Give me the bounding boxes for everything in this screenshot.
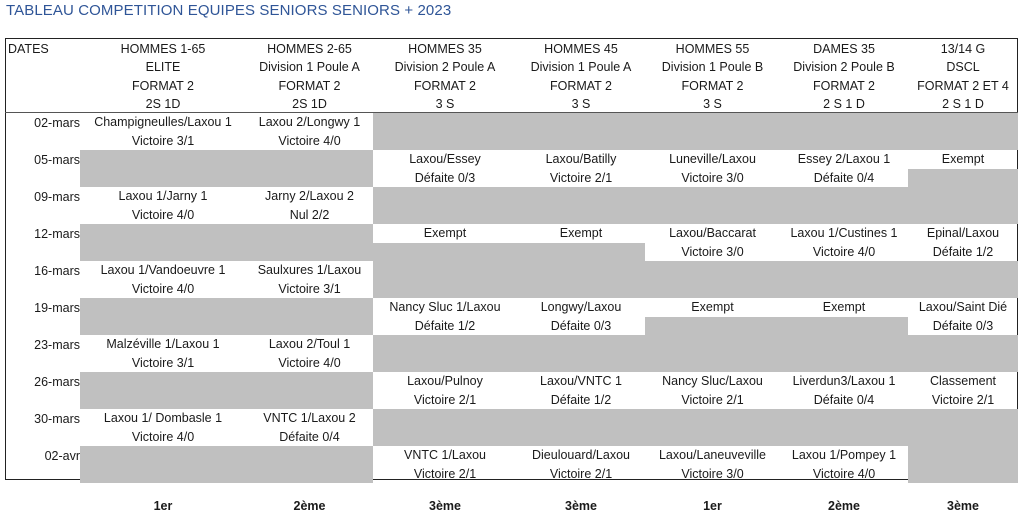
- column-header-line: 3 S: [571, 96, 591, 111]
- match-teams: Laxou/Laneuveville: [658, 448, 767, 462]
- match-cell: [780, 372, 908, 409]
- match-result: Victoire 2/1: [413, 466, 477, 481]
- match-teams: VNTC 1/Laxou: [404, 448, 486, 462]
- column-header: [80, 40, 246, 112]
- column-header-line: ELITE: [145, 60, 181, 75]
- match-result: Victoire 4/0: [278, 355, 341, 370]
- empty-cell: [908, 187, 1018, 224]
- empty-cell: [80, 224, 246, 261]
- match-result: Victoire 4/0: [812, 466, 876, 481]
- column-header-line: FORMAT 2: [278, 78, 341, 93]
- column-header-line: Division 1 Poule A: [259, 60, 360, 75]
- match-teams: Longwy/Laxou: [540, 300, 622, 314]
- match-cell: [80, 113, 246, 150]
- column-header-line: DSCL: [946, 60, 980, 75]
- ranking-label: 3ème: [947, 499, 979, 513]
- column-header-line: HOMMES 2-65: [267, 42, 352, 56]
- match-result: Défaite 1/2: [932, 244, 994, 259]
- dates-header-label: DATES: [8, 42, 49, 56]
- match-result: Victoire 3/1: [278, 281, 341, 296]
- match-cell: [517, 372, 645, 409]
- column-header-line: DAMES 35: [813, 42, 875, 56]
- empty-cell: [517, 335, 645, 372]
- match-cell: [780, 446, 908, 483]
- match-teams: Laxou 1/Custines 1: [790, 226, 898, 240]
- ranking-label: 3ème: [429, 499, 461, 513]
- empty-cell: [780, 187, 908, 224]
- match-result: Défaite 0/3: [550, 318, 612, 333]
- match-cell: [80, 261, 246, 298]
- column-header-line: HOMMES 1-65: [120, 42, 206, 56]
- column-header: [373, 40, 517, 112]
- row-date: 16-mars: [34, 264, 80, 278]
- empty-cell: [645, 335, 780, 372]
- match-result: Victoire 2/1: [931, 392, 995, 407]
- match-teams: Laxou/Batilly: [545, 152, 617, 166]
- empty-cell: [908, 446, 1018, 483]
- match-result: Défaite 0/4: [813, 170, 875, 185]
- match-teams: Dieulouard/Laxou: [532, 448, 630, 462]
- match-teams: Laxou 1/ Dombasle 1: [103, 411, 223, 425]
- empty-cell: [80, 446, 246, 483]
- column-header-line: Division 2 Poule A: [394, 60, 496, 75]
- column-header-line: 2S 1D: [292, 96, 327, 111]
- column-header-line: 2 S 1 D: [942, 96, 984, 111]
- empty-cell: [517, 409, 645, 446]
- match-cell: [246, 187, 373, 224]
- ranking-label: 3ème: [565, 499, 597, 513]
- column-header-line: Division 1 Poule B: [661, 60, 764, 75]
- match-teams: Laxou 1/Vandoeuvre 1: [100, 263, 226, 277]
- match-teams: Laxou 1/Pompey 1: [791, 448, 897, 462]
- column-header-line: HOMMES 45: [544, 42, 618, 56]
- match-teams: Laxou/VNTC 1: [540, 374, 622, 388]
- column-header: [517, 40, 645, 112]
- empty-cell: [517, 113, 645, 150]
- match-cell: [373, 298, 517, 335]
- column-header-line: 3 S: [435, 96, 455, 111]
- empty-cell: [80, 150, 246, 187]
- match-teams: Laxou 2/Toul 1: [268, 337, 351, 351]
- row-date: 26-mars: [34, 375, 80, 389]
- match-result: Défaite 0/3: [932, 318, 994, 333]
- empty-cell: [908, 335, 1018, 372]
- match-teams: Laxou/Saint Dié: [918, 300, 1008, 314]
- match-teams: Nancy Sluc 1/Laxou: [389, 300, 501, 314]
- column-header-line: 3 S: [703, 96, 722, 111]
- column-header-line: FORMAT 2: [549, 78, 613, 93]
- match-result: Victoire 2/1: [549, 466, 613, 481]
- empty-cell: [246, 446, 373, 483]
- match-cell: [246, 409, 373, 446]
- empty-cell: [373, 335, 517, 372]
- ranking-label: 1er: [703, 499, 722, 513]
- column-header: [246, 40, 373, 112]
- match-result: Victoire 3/0: [681, 170, 744, 185]
- match-result: Défaite 1/2: [414, 318, 476, 333]
- match-cell: [780, 150, 908, 187]
- match-cell: [780, 224, 908, 261]
- column-header: [780, 40, 908, 112]
- empty-cell: [908, 261, 1018, 298]
- page-title: TABLEAU COMPETITION EQUIPES SENIORS SENIORS + 2023: [6, 2, 452, 19]
- match-cell: [373, 446, 517, 483]
- empty-cell: [517, 187, 645, 224]
- match-cell: [645, 372, 780, 409]
- empty-cell: [645, 187, 780, 224]
- match-cell: [80, 187, 246, 224]
- match-result: Victoire 3/0: [681, 466, 744, 481]
- match-cell: [517, 446, 645, 483]
- row-date: 02-avr: [44, 449, 80, 463]
- match-teams: Saulxures 1/Laxou: [257, 263, 362, 277]
- match-result: Victoire 4/0: [131, 281, 195, 296]
- column-header-line: Division 2 Poule B: [793, 60, 895, 75]
- match-cell: [908, 150, 1018, 187]
- match-result: Victoire 4/0: [131, 429, 195, 444]
- ranking-label: 2ème: [828, 499, 860, 513]
- match-result: Nul 2/2: [289, 207, 330, 222]
- empty-cell: [246, 298, 373, 335]
- match-result: Victoire 4/0: [131, 207, 195, 222]
- match-result: Défaite 0/4: [813, 392, 875, 407]
- empty-cell: [246, 372, 373, 409]
- match-result: Défaite 1/2: [550, 392, 612, 407]
- match-teams: Exempt: [691, 300, 734, 314]
- match-teams: Champigneulles/Laxou 1: [94, 115, 232, 129]
- ranking-label: 2ème: [293, 499, 326, 513]
- column-header-line: 13/14 G: [940, 42, 986, 56]
- column-header-line: FORMAT 2: [131, 78, 195, 93]
- match-teams: Classement: [930, 374, 996, 388]
- row-date: 05-mars: [34, 153, 80, 167]
- dates-header: [8, 40, 76, 112]
- column-header-line: FORMAT 2: [681, 78, 744, 93]
- match-cell: [908, 224, 1018, 261]
- column-header-line: FORMAT 2 ET 4: [917, 78, 1009, 93]
- empty-cell: [908, 409, 1018, 446]
- match-cell: [246, 335, 373, 372]
- match-teams: VNTC 1/Laxou 2: [263, 411, 356, 425]
- column-header-line: HOMMES 35: [408, 42, 482, 56]
- match-cell: [373, 224, 517, 261]
- empty-cell: [80, 298, 246, 335]
- empty-cell: [373, 187, 517, 224]
- empty-cell: [645, 261, 780, 298]
- column-header-line: FORMAT 2: [812, 78, 876, 93]
- empty-cell: [780, 335, 908, 372]
- match-cell: [645, 298, 780, 335]
- match-teams: Malzéville 1/Laxou 1: [106, 337, 220, 351]
- row-date: 12-mars: [34, 227, 80, 241]
- empty-cell: [246, 224, 373, 261]
- match-teams: Jarny 2/Laxou 2: [265, 189, 354, 203]
- match-cell: [80, 409, 246, 446]
- match-result: Défaite 0/3: [414, 170, 476, 185]
- match-teams: Nancy Sluc/Laxou: [662, 374, 763, 388]
- row-date: 02-mars: [34, 116, 80, 130]
- match-result: Victoire 3/1: [131, 133, 195, 148]
- match-result: Victoire 4/0: [278, 133, 341, 148]
- empty-cell: [373, 113, 517, 150]
- empty-cell: [908, 113, 1018, 150]
- empty-cell: [517, 261, 645, 298]
- match-teams: Laxou/Essey: [409, 152, 481, 166]
- empty-cell: [373, 261, 517, 298]
- match-teams: Liverdun3/Laxou 1: [792, 374, 896, 388]
- match-result: Victoire 4/0: [812, 244, 876, 259]
- match-cell: [645, 446, 780, 483]
- match-cell: [246, 261, 373, 298]
- column-header-line: FORMAT 2: [413, 78, 477, 93]
- empty-cell: [780, 409, 908, 446]
- match-teams: Exempt: [941, 152, 985, 166]
- match-cell: [908, 372, 1018, 409]
- row-date: 19-mars: [34, 301, 80, 315]
- row-date: 09-mars: [34, 190, 80, 204]
- column-header-line: HOMMES 55: [675, 42, 750, 56]
- column-header: [645, 40, 780, 112]
- match-cell: [373, 150, 517, 187]
- match-result: Défaite 0/4: [279, 429, 340, 444]
- match-cell: [517, 298, 645, 335]
- match-result: Victoire 3/0: [681, 244, 744, 259]
- match-teams: Exempt: [423, 226, 467, 240]
- match-cell: [246, 113, 373, 150]
- match-result: Victoire 2/1: [413, 392, 477, 407]
- match-teams: Epinal/Laxou: [926, 226, 1000, 240]
- match-teams: Essey 2/Laxou 1: [797, 152, 891, 166]
- match-cell: [645, 150, 780, 187]
- match-cell: [373, 372, 517, 409]
- match-teams: Exempt: [559, 226, 603, 240]
- match-teams: Laxou/Baccarat: [669, 226, 756, 240]
- row-date: 30-mars: [34, 412, 80, 426]
- match-cell: [517, 150, 645, 187]
- ranking-label: 1er: [153, 499, 173, 513]
- column-header-line: Division 1 Poule A: [530, 60, 632, 75]
- column-header-line: 2 S 1 D: [823, 96, 865, 111]
- match-cell: [780, 298, 908, 335]
- column-header: [908, 40, 1018, 112]
- match-cell: [80, 335, 246, 372]
- empty-cell: [780, 261, 908, 298]
- empty-cell: [645, 113, 780, 150]
- match-result: Victoire 2/1: [681, 392, 744, 407]
- empty-cell: [645, 409, 780, 446]
- match-cell: [517, 224, 645, 261]
- match-teams: Exempt: [822, 300, 866, 314]
- empty-cell: [780, 113, 908, 150]
- row-date: 23-mars: [34, 338, 80, 352]
- match-cell: [908, 298, 1018, 335]
- match-cell: [645, 224, 780, 261]
- match-teams: Laxou 1/Jarny 1: [118, 189, 208, 203]
- match-teams: Laxou 2/Longwy 1: [258, 115, 361, 129]
- empty-cell: [373, 409, 517, 446]
- match-teams: Luneville/Laxou: [669, 152, 756, 166]
- match-teams: Laxou/Pulnoy: [407, 374, 483, 388]
- match-result: Victoire 2/1: [549, 170, 613, 185]
- empty-cell: [246, 150, 373, 187]
- empty-cell: [80, 372, 246, 409]
- match-result: Victoire 3/1: [131, 355, 195, 370]
- column-header-line: 2S 1D: [145, 96, 181, 111]
